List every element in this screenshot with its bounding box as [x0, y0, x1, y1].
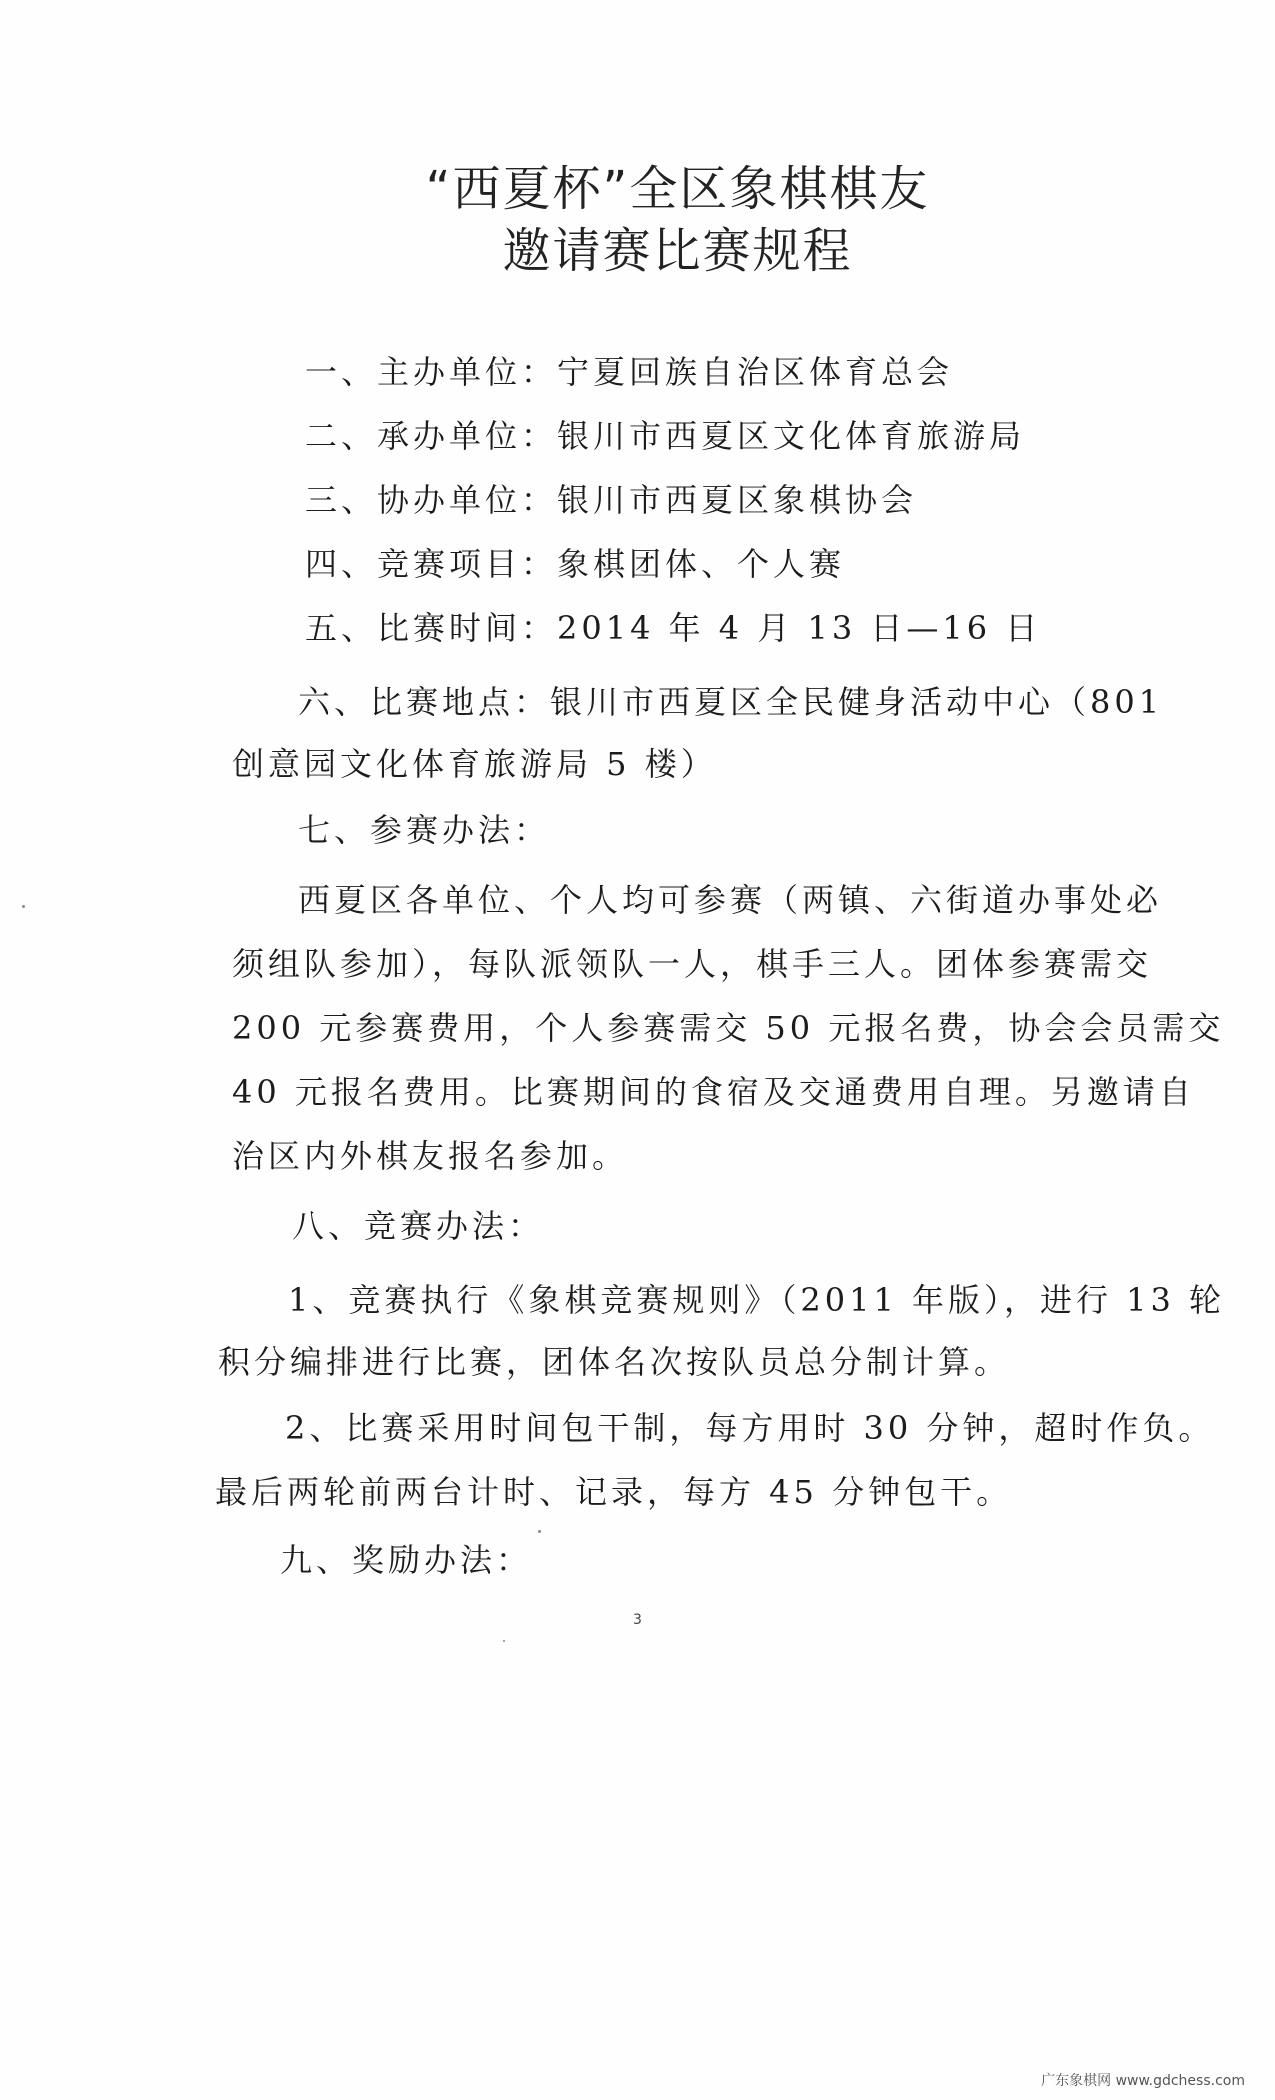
section-events: 四、竞赛项目：象棋团体、个人赛	[305, 545, 846, 583]
participation-paragraph-line: 200 元参赛费用，个人参赛需交 50 元报名费，协会会员需交	[232, 1009, 1225, 1047]
page-number: 3	[633, 1612, 642, 1628]
section-undertaker: 二、承办单位：银川市西夏区文化体育旅游局	[305, 417, 1026, 455]
site-watermark: 广东象棋网 www.gdchess.com	[1041, 2073, 1245, 2089]
scan-speck	[538, 1530, 541, 1533]
competition-rule-1-continued: 积分编排进行比赛，团体名次按队员总分制计算。	[218, 1343, 1011, 1381]
section-organizer: 一、主办单位：宁夏回族自治区体育总会	[305, 353, 954, 391]
scan-speck	[503, 1640, 505, 1642]
participation-paragraph-line: 须组队参加），每队派领队一人，棋手三人。团体参赛需交	[232, 945, 1153, 983]
section-co-organizer: 三、协办单位：银川市西夏区象棋协会	[305, 481, 918, 519]
document-title-line-2: 邀请赛比赛规程	[502, 223, 853, 279]
participation-paragraph-line: 西夏区各单位、个人均可参赛（两镇、六街道办事处必	[298, 881, 1163, 919]
competition-rule-2-continued: 最后两轮前两台计时、记录，每方 45 分钟包干。	[215, 1473, 1013, 1511]
scan-speck	[22, 905, 25, 908]
participation-paragraph-line: 40 元报名费用。比赛期间的食宿及交通费用自理。另邀请自	[232, 1073, 1195, 1111]
section-venue: 六、比赛地点：银川市西夏区全民健身活动中心（801	[298, 683, 1164, 721]
section-venue-continued: 创意园文化体育旅游局 5 楼）	[232, 745, 717, 783]
document-title-line-1: “西夏杯”全区象棋棋友	[425, 161, 930, 217]
section-time: 五、比赛时间：2014 年 4 月 13 日—16 日	[305, 609, 1042, 647]
competition-rule-1: 1、竞赛执行《象棋竞赛规则》（2011 年版），进行 13 轮	[288, 1281, 1226, 1319]
competition-rule-2: 2、比赛采用时间包干制，每方用时 30 分钟，超时作负。	[285, 1409, 1215, 1447]
participation-paragraph-line: 治区内外棋友报名参加。	[232, 1137, 629, 1175]
section-participation-heading: 七、参赛办法：	[298, 811, 551, 849]
section-awards-heading: 九、奖励办法：	[280, 1541, 533, 1579]
section-competition-heading: 八、竞赛办法：	[292, 1207, 545, 1245]
